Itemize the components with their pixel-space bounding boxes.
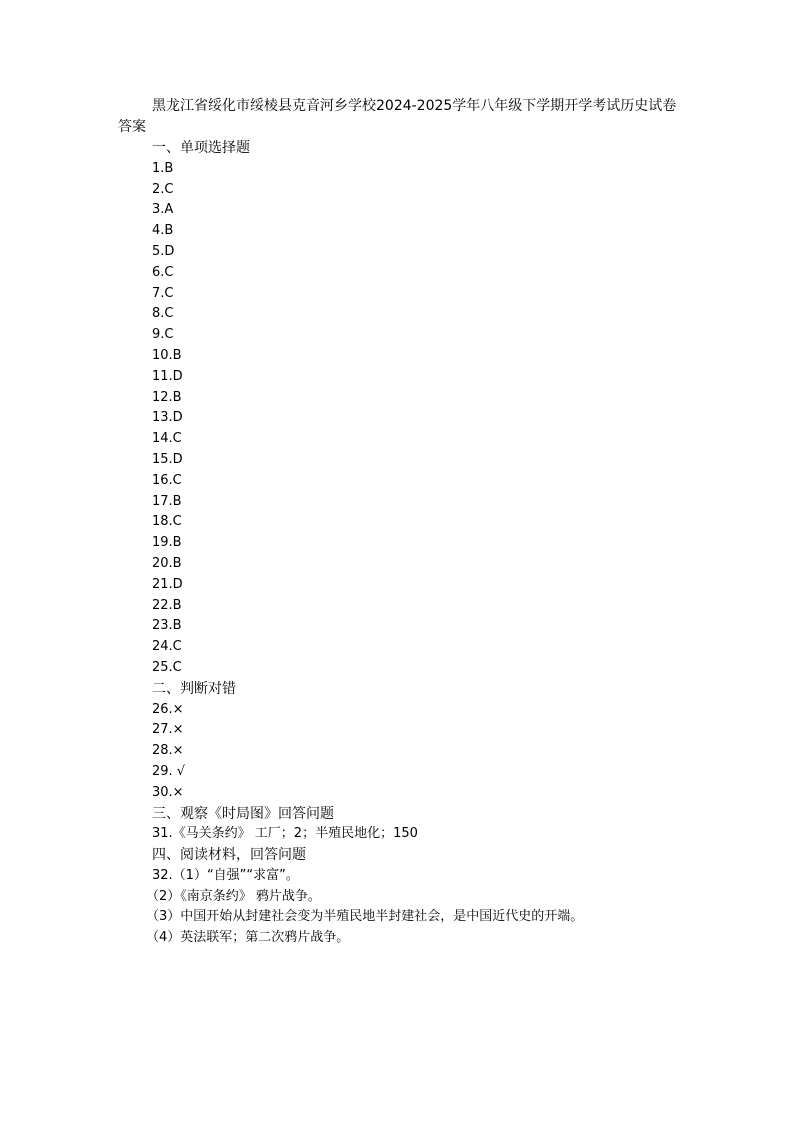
- answer-item: 8.C: [152, 306, 174, 322]
- answer-item: 19.B: [152, 535, 182, 551]
- document-title: 黑龙江省绥化市绥棱县克音河乡学校2024-2025学年八年级下学期开学考试历史试卷答案: [118, 98, 677, 135]
- answer-content: [146, 138, 712, 949]
- answer-item: 10.B: [152, 347, 182, 363]
- answer-item: 1.B: [152, 160, 174, 176]
- answer-item: 13.D: [152, 410, 183, 426]
- answer-item: 9.C: [152, 327, 174, 343]
- answer-item: 28.×: [152, 743, 184, 759]
- answer-item: 27.×: [152, 722, 184, 738]
- section-heading-reading-material: 四、阅读材料，回答问题: [152, 847, 306, 864]
- answer-item: 15.D: [152, 451, 183, 467]
- answer-item: 2.C: [152, 181, 174, 197]
- answer-item: 23.B: [152, 618, 182, 634]
- section-heading-true-false: 二、判断对错: [152, 680, 236, 697]
- answer-item: 20.B: [152, 555, 182, 571]
- answer-item: 5.D: [152, 243, 175, 259]
- section-heading-map-question: 三、观察《时局图》回答问题: [152, 805, 334, 822]
- answer-subitem: （2）《南京条约》 鸦片战争。: [146, 888, 321, 904]
- answer-item: 26.×: [152, 701, 184, 717]
- answer-item: 18.C: [152, 514, 182, 530]
- answer-item: 6.C: [152, 264, 174, 280]
- answer-item: 7.C: [152, 285, 174, 301]
- answer-item: 14.C: [152, 431, 182, 447]
- answer-item: 4.B: [152, 223, 174, 239]
- answer-subitem: （4）英法联军；第二次鸦片战争。: [146, 930, 350, 946]
- answer-item: 31.《马关条约》 工厂；2；半殖民地化；150: [152, 826, 418, 842]
- section-heading-single-choice: 一、单项选择题: [152, 140, 250, 156]
- answer-item: 30.×: [152, 784, 184, 800]
- answer-item: 11.D: [152, 368, 183, 384]
- answer-item: 22.B: [152, 597, 182, 613]
- answer-item: 12.B: [152, 389, 182, 405]
- answer-item: 21.D: [152, 576, 183, 592]
- answer-item: 25.C: [152, 659, 182, 675]
- answer-item: 32.（1）“自强”“求富”。: [152, 867, 299, 883]
- answer-subitem: （3）中国开始从封建社会变为半殖民地半封建社会，是中国近代史的开端。: [146, 909, 584, 925]
- answer-item: 17.B: [152, 493, 182, 509]
- answer-item: 29. √: [152, 763, 186, 779]
- answer-item: 24.C: [152, 639, 182, 655]
- answer-item: 3.A: [152, 202, 174, 218]
- answer-item: 16.C: [152, 472, 182, 488]
